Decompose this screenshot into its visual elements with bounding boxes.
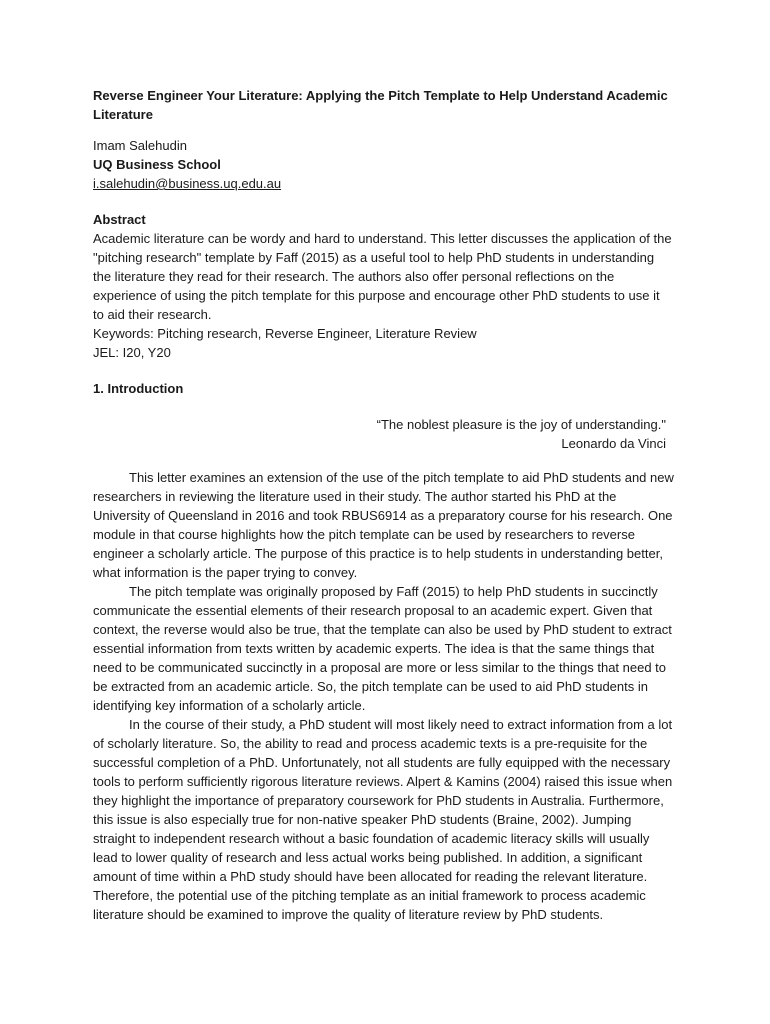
keywords-line: Keywords: Pitching research, Reverse Engineer, Literature Review bbox=[93, 326, 477, 341]
author-email-link[interactable]: i.salehudin@business.uq.edu.au bbox=[93, 176, 282, 191]
author-name: Imam Salehudin bbox=[93, 138, 187, 153]
author-block bbox=[93, 136, 674, 193]
introduction-body bbox=[93, 468, 674, 924]
epigraph bbox=[93, 415, 674, 453]
paragraph: In the course of their study, a PhD student will most likely need to extract information from a lot of scholarly literature. So, the ability to read and process academic texts is a pre-requisite for the successful completion of a PhD. Unfortunately, not all students are fully equipped with the necessary tools to perform sufficiently rigorous literature reviews. Alpert & Kamins (2004) raised this issue when they highlight the importance of preparatory coursework for PhD students in Australia. Furthermore, this issue is also especially true for non-native speaker PhD students (Braine, 2002). Jumping straight to independent research without a basic foundation of academic literacy skills will usually lead to lower quality of research and less actual works being published. In addition, a significant amount of time within a PhD study should have been allocated for reading the relevant literature. Therefore, the potential use of the pitching template as an initial framework to process academic literature should be examined to improve the quality of literature review by PhD students. bbox=[93, 717, 673, 922]
abstract-text: Academic literature can be wordy and hard to understand. This letter discusses the application of the "pitching research" template by Faff (2015) as a useful tool to help PhD students in understanding the literature they read for their research. The authors also offer personal reflections on the experience of using the pitch template for this purpose and encourage other PhD students to use it to aid their research. bbox=[93, 231, 672, 322]
abstract-heading: Abstract bbox=[93, 212, 146, 227]
author-affiliation: UQ Business School bbox=[93, 157, 221, 172]
paper-title: Reverse Engineer Your Literature: Applying the Pitch Template to Help Understand Academic Literature bbox=[93, 88, 668, 122]
paragraph: The pitch template was originally proposed by Faff (2015) to help PhD students in succinctly communicate the essential elements of their research proposal to an academic expert. Given that context, the reverse would also be true, that the template can also be used by PhD student to extract essential information from texts written by academic experts. The idea is that the same things that need to be communicated succinctly in a proposal are more or less similar to the things that need to be extracted from an academic article. So, the pitch template can be used to aid PhD students in identifying key information of a scholarly article. bbox=[93, 584, 672, 713]
epigraph-author: Leonardo da Vinci bbox=[561, 436, 666, 451]
introduction-heading: 1. Introduction bbox=[93, 381, 184, 396]
paragraph: This letter examines an extension of the use of the pitch template to aid PhD students and new researchers in reviewing the literature used in their study. The author started his PhD at the University of Queensland in 2016 and took RBUS6914 as a preparatory course for his research. One module in that course highlights how the pitch template can be used by researchers to reverse engineer a scholarly article. The purpose of this practice is to help students in understanding better, what information is the paper trying to convey. bbox=[93, 470, 674, 580]
epigraph-quote: “The noblest pleasure is the joy of understanding." bbox=[376, 417, 666, 432]
jel-line: JEL: I20, Y20 bbox=[93, 345, 171, 360]
